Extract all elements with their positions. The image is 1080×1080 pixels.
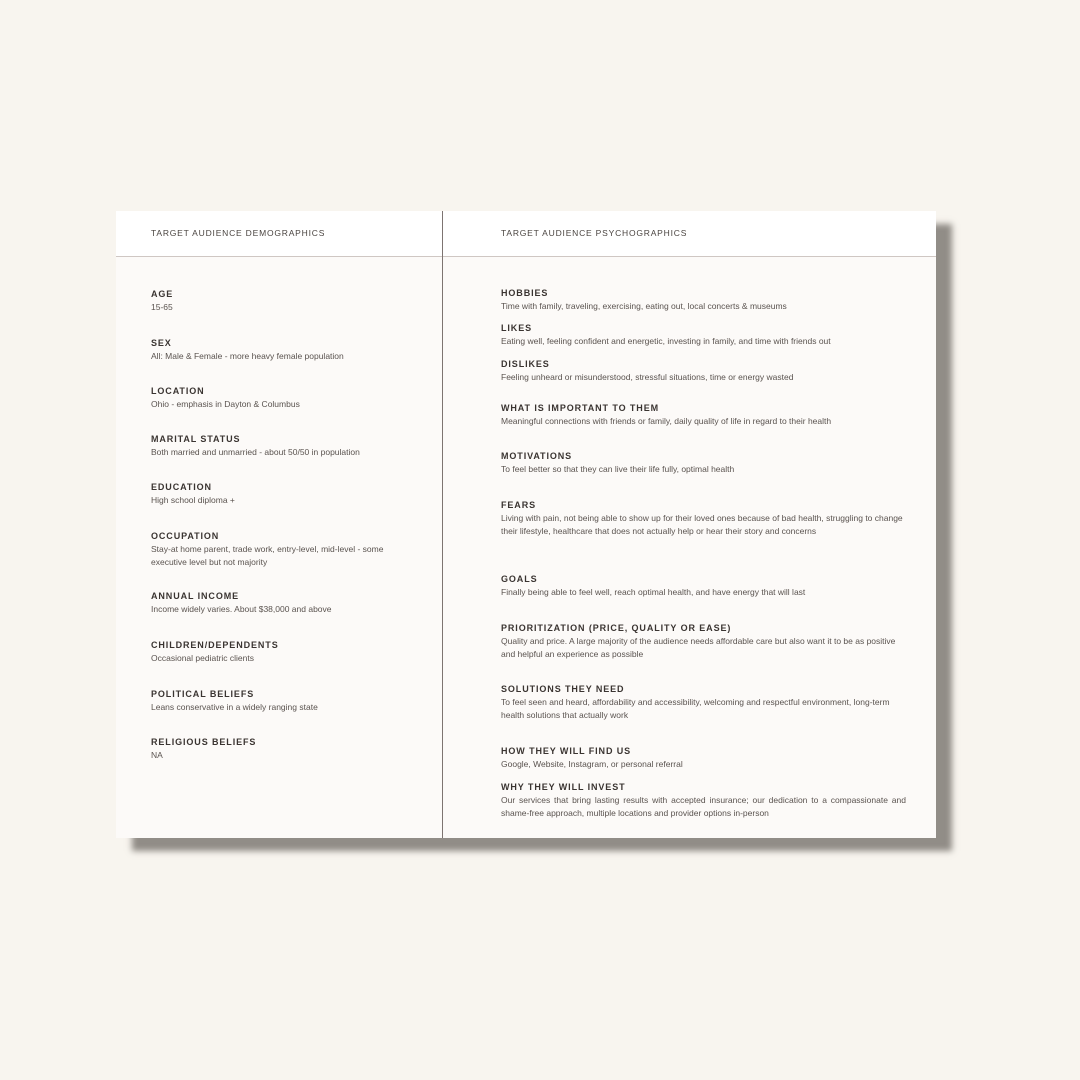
- demographic-location: [151, 385, 421, 411]
- field-label: POLITICAL BELIEFS: [151, 689, 255, 699]
- field-value: 15-65: [151, 302, 173, 312]
- psychographic-fears: [501, 499, 906, 538]
- demographic-political-beliefs: [151, 688, 421, 714]
- field-value: To feel seen and heard, affordability and accessibility, welcoming and respectful environment, long-term health solutions that actually work: [501, 697, 890, 720]
- field-value: Finally being able to feel well, reach optimal health, and have energy that will last: [501, 587, 806, 597]
- field-value: High school diploma +: [151, 495, 235, 505]
- field-label: HOBBIES: [501, 288, 549, 298]
- field-label: SOLUTIONS THEY NEED: [501, 684, 625, 694]
- field-label: MARITAL STATUS: [151, 434, 241, 444]
- column-divider: [442, 211, 443, 838]
- demographic-age: [151, 288, 421, 314]
- psychographic-important: [501, 402, 906, 428]
- demographic-religious-beliefs: [151, 736, 421, 762]
- field-value: Time with family, traveling, exercising, eating out, local concerts & museums: [501, 301, 787, 311]
- field-label: ANNUAL INCOME: [151, 591, 240, 601]
- demographic-sex: [151, 337, 421, 363]
- field-label: LIKES: [501, 323, 533, 333]
- field-label: PRIORITIZATION (PRICE, QUALITY OR EASE): [501, 623, 732, 633]
- psychographics-title: TARGET AUDIENCE PSYCHOGRAPHICS: [501, 228, 688, 238]
- field-value: Occasional pediatric clients: [151, 653, 254, 663]
- demographic-annual-income: [151, 590, 421, 616]
- field-label: WHY THEY WILL INVEST: [501, 782, 626, 792]
- field-label: SEX: [151, 338, 172, 348]
- demographic-children: [151, 639, 421, 665]
- field-value: Stay-at home parent, trade work, entry-level, mid-level - some executive level but not majority: [151, 544, 384, 567]
- psychographic-goals: [501, 573, 906, 599]
- psychographic-solutions: [501, 683, 906, 722]
- psychographic-dislikes: [501, 358, 906, 384]
- field-label: LOCATION: [151, 386, 205, 396]
- field-value: Quality and price. A large majority of the audience needs affordable care but also want it to be as positive and helpful an experience as possible: [501, 636, 896, 659]
- field-label: MOTIVATIONS: [501, 451, 573, 461]
- field-label: OCCUPATION: [151, 531, 220, 541]
- field-value: Income widely varies. About $38,000 and above: [151, 604, 332, 614]
- field-label: CHILDREN/DEPENDENTS: [151, 640, 279, 650]
- demographic-occupation: [151, 530, 401, 569]
- field-label: HOW THEY WILL FIND US: [501, 746, 632, 756]
- field-label: GOALS: [501, 574, 538, 584]
- field-value: Leans conservative in a widely ranging state: [151, 702, 318, 712]
- field-value: Living with pain, not being able to show up for their loved ones because of bad health, struggling to change their lifestyle, healthcare that does not actually help or hear their story and concerns: [501, 513, 903, 536]
- demographic-education: [151, 481, 421, 507]
- field-label: RELIGIOUS BELIEFS: [151, 737, 257, 747]
- field-value: Meaningful connections with friends or family, daily quality of life in regard to their health: [501, 416, 832, 426]
- psychographic-motivations: [501, 450, 906, 476]
- psychographic-likes: [501, 322, 906, 348]
- field-label: FEARS: [501, 500, 537, 510]
- psychographic-why-invest: [501, 781, 906, 820]
- field-value: Feeling unheard or misunderstood, stressful situations, time or energy wasted: [501, 372, 794, 382]
- field-value: NA: [151, 750, 163, 760]
- demographics-title: TARGET AUDIENCE DEMOGRAPHICS: [151, 228, 326, 238]
- field-label: AGE: [151, 289, 174, 299]
- demographic-marital-status: [151, 433, 421, 459]
- field-label: EDUCATION: [151, 482, 212, 492]
- field-value: Our services that bring lasting results with accepted insurance; our dedication to a compassionate and shame-free approach, multiple locations and provider options in-person: [501, 795, 906, 818]
- field-value: All: Male & Female - more heavy female population: [151, 351, 344, 361]
- field-value: Ohio - emphasis in Dayton & Columbus: [151, 399, 300, 409]
- field-label: WHAT IS IMPORTANT TO THEM: [501, 403, 659, 413]
- psychographic-prioritization: [501, 622, 906, 661]
- field-value: Both married and unmarried - about 50/50 in population: [151, 447, 360, 457]
- field-label: DISLIKES: [501, 359, 550, 369]
- field-value: Google, Website, Instagram, or personal referral: [501, 759, 683, 769]
- psychographic-hobbies: [501, 287, 906, 313]
- psychographic-find-us: [501, 745, 906, 771]
- field-value: To feel better so that they can live their life fully, optimal health: [501, 464, 735, 474]
- document-page: [116, 211, 936, 838]
- field-value: Eating well, feeling confident and energetic, investing in family, and time with friends out: [501, 336, 831, 346]
